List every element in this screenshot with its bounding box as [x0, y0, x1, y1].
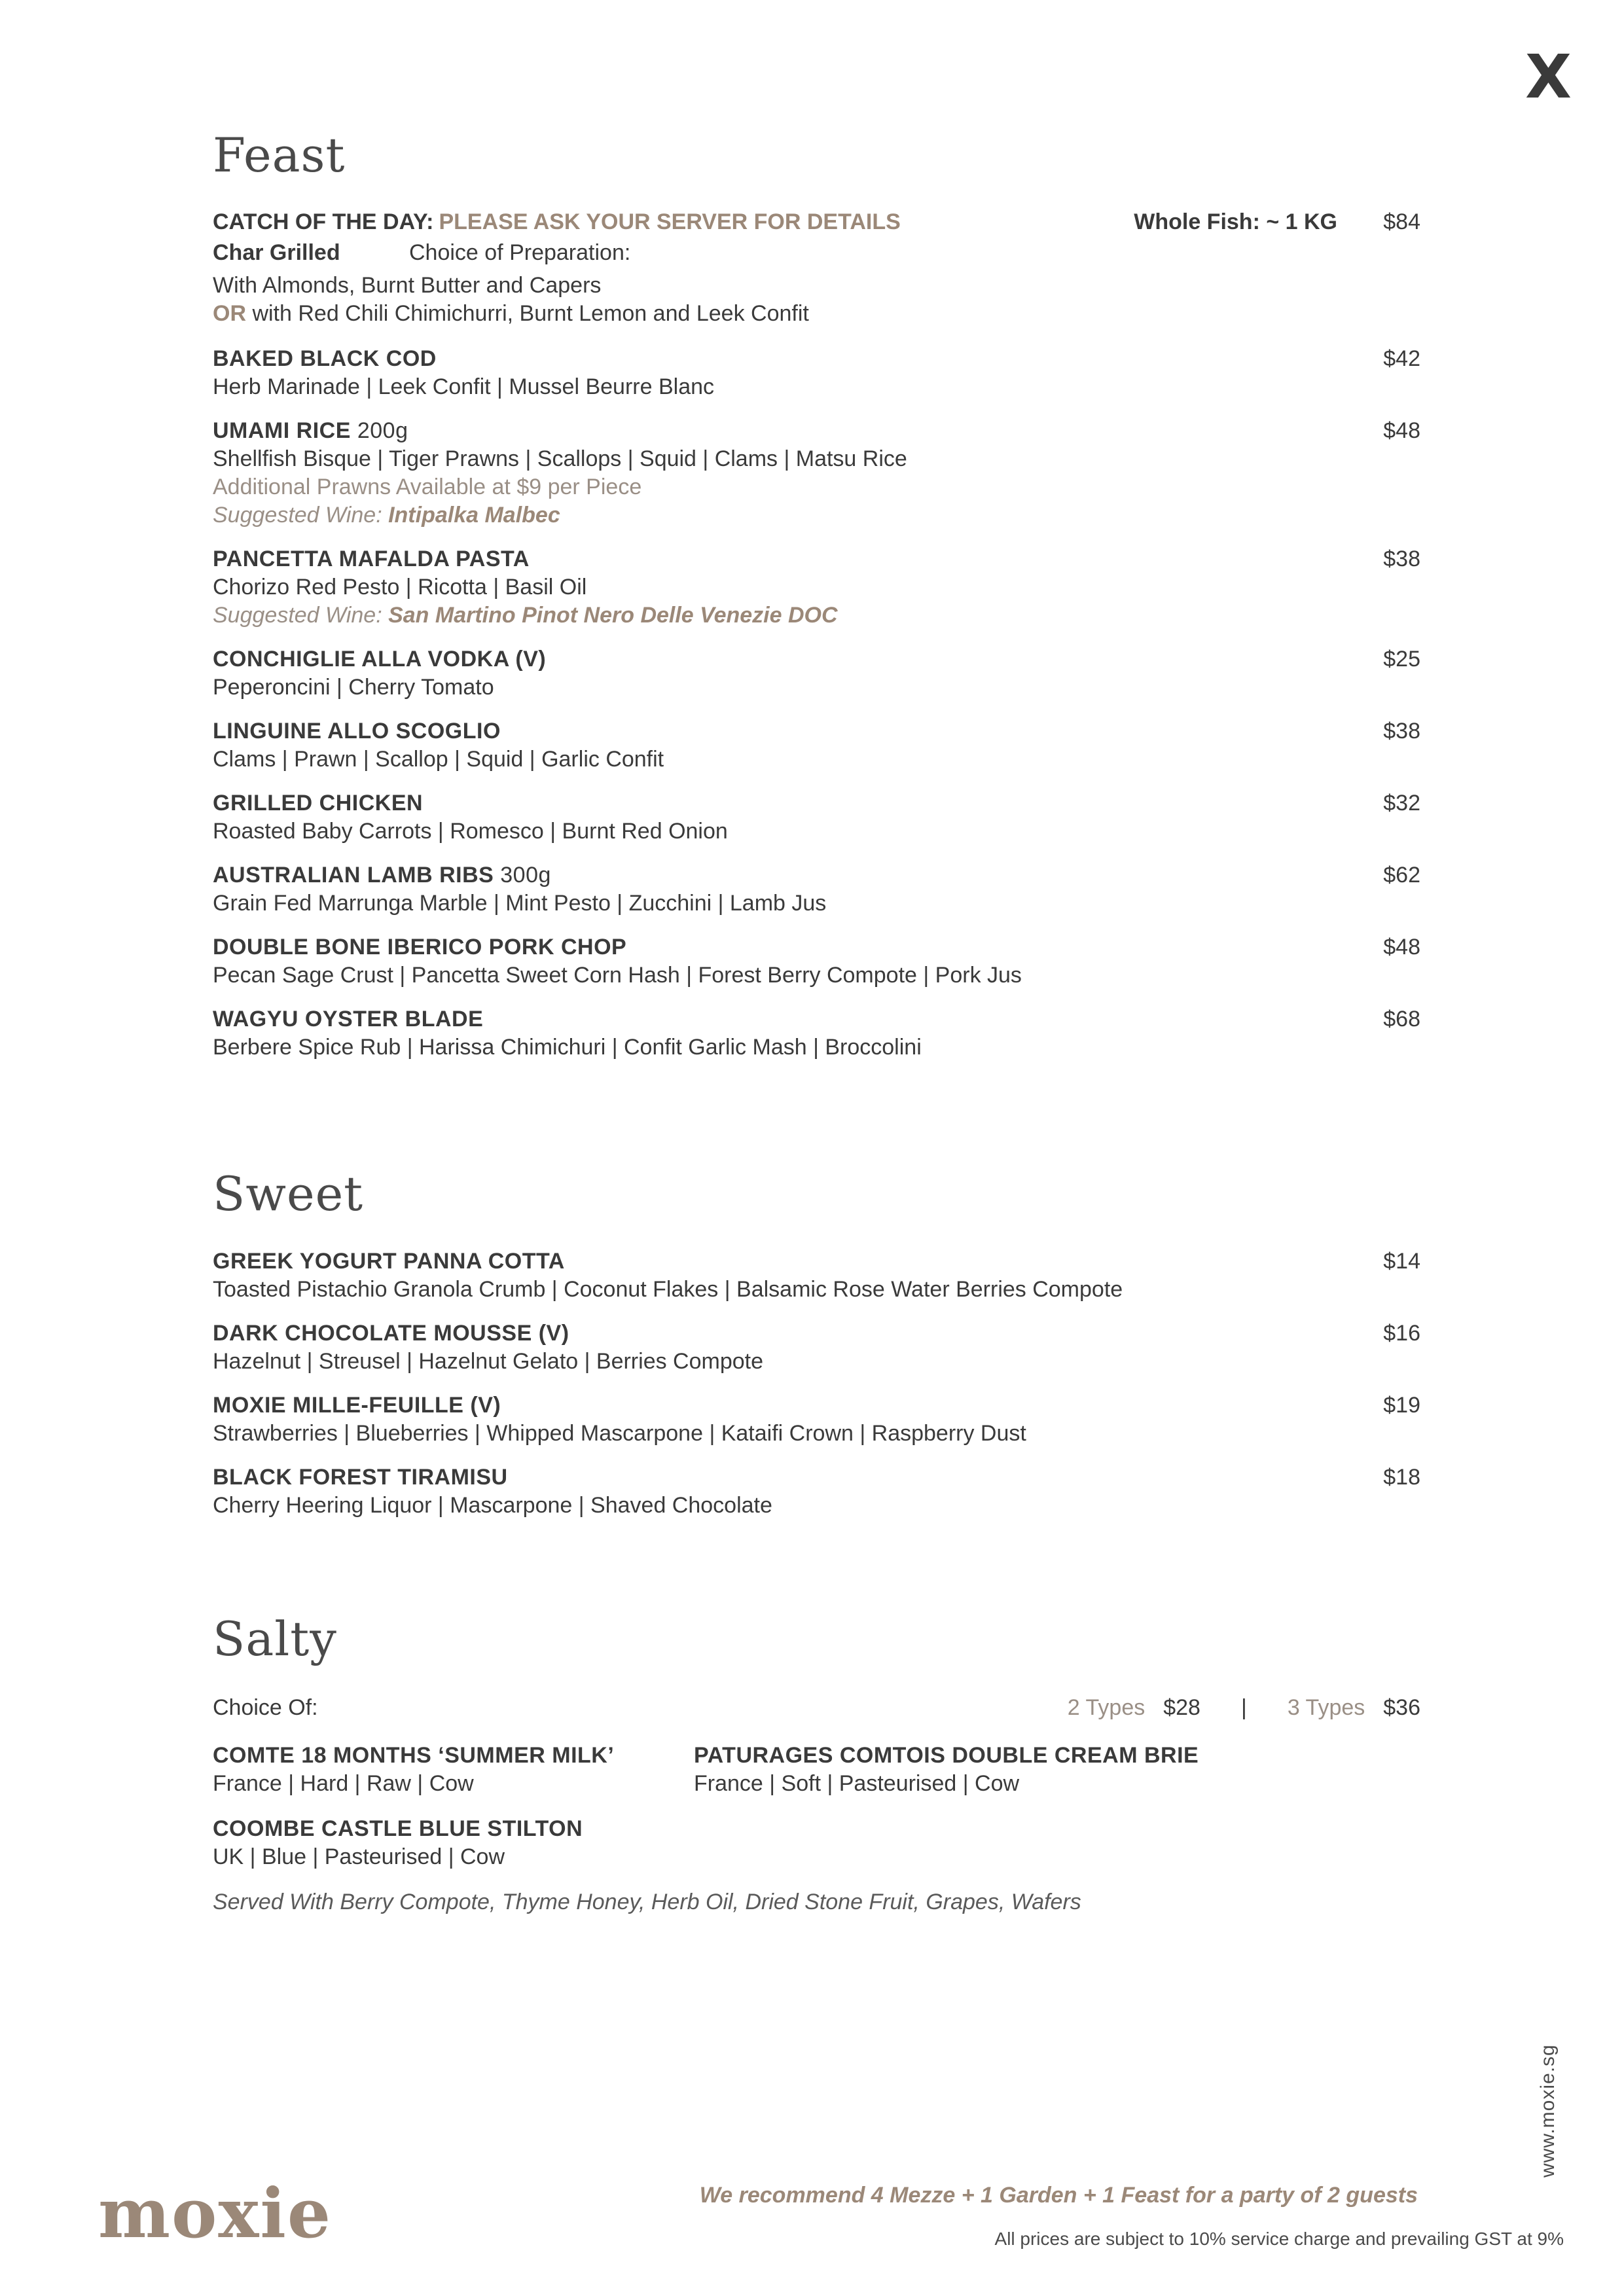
- two-types-price: $28: [1163, 1695, 1200, 1720]
- whole-fish: Whole Fish: ~ 1 KG: [1134, 209, 1337, 234]
- menu-item: [213, 717, 1420, 774]
- cheese-item: [213, 1815, 694, 1871]
- served-with: Served With Berry Compote, Thyme Honey, Herb Oil, Dried Stone Fruit, Grapes, Wafers: [213, 1890, 1081, 1914]
- item-desc: Herb Marinade | Leek Confit | Mussel Beurre Blanc: [213, 374, 715, 399]
- item-name: DOUBLE BONE IBERICO PORK CHOP: [213, 935, 627, 960]
- or-label: OR: [213, 301, 246, 326]
- cheese-name: PATURAGES COMTOIS DOUBLE CREAM BRIE: [694, 1743, 1199, 1768]
- salty-section: [213, 1692, 1420, 1916]
- salty-title: Salty: [213, 1611, 337, 1666]
- item-desc: Peperoncini | Cherry Tomato: [213, 675, 494, 700]
- price-footnote: All prices are subject to 10% service charge and prevailing GST at 9%: [994, 2229, 1564, 2249]
- item-name: BAKED BLACK COD: [213, 346, 437, 371]
- item-name: UMAMI RICE 200g: [213, 418, 408, 443]
- item-name: BLACK FOREST TIRAMISU: [213, 1465, 508, 1490]
- menu-item: [213, 1463, 1420, 1520]
- catch-option-2: [213, 300, 1420, 328]
- cheese-grid: [213, 1742, 1420, 1871]
- website-link[interactable]: www.moxie.sg: [1537, 2044, 1559, 2178]
- salty-pricing: [213, 1692, 1420, 1723]
- item-name: MOXIE MILLE-FEUILLE (V): [213, 1393, 501, 1418]
- item-price: $42: [1383, 346, 1420, 371]
- item-desc: Hazelnut | Streusel | Hazelnut Gelato | Berries Compote: [213, 1349, 764, 1374]
- cheese-desc: France | Hard | Raw | Cow: [213, 1771, 474, 1796]
- choice-of-preparation: Choice of Preparation:: [409, 240, 631, 265]
- cheese-desc: France | Soft | Pasteurised | Cow: [694, 1771, 1020, 1796]
- item-name: WAGYU OYSTER BLADE: [213, 1007, 484, 1031]
- item-price: $48: [1383, 935, 1420, 960]
- item-price: $19: [1383, 1393, 1420, 1418]
- item-desc: Shellfish Bisque | Tiger Prawns | Scallops | Squid | Clams | Matsu Rice: [213, 446, 907, 471]
- item-price: $68: [1383, 1007, 1420, 1031]
- item-price: $32: [1383, 791, 1420, 816]
- suggested-wine: Suggested Wine: San Martino Pinot Nero Delle Venezie DOC: [213, 603, 838, 628]
- feast-title: Feast: [213, 128, 346, 183]
- item-name: PANCETTA MAFALDA PASTA: [213, 547, 530, 571]
- menu-item: [213, 1319, 1420, 1376]
- menu-item: [213, 417, 1420, 529]
- item-name: LINGUINE ALLO SCOGLIO: [213, 719, 501, 744]
- cheese-name: COMTE 18 MONTHS ‘SUMMER MILK’: [213, 1743, 615, 1768]
- menu-item: [213, 933, 1420, 990]
- catch-option-1: With Almonds, Burnt Butter and Capers: [213, 273, 602, 298]
- char-grilled: Char Grilled: [213, 240, 340, 265]
- item-price: $38: [1383, 719, 1420, 744]
- item-desc: Cherry Heering Liquor | Mascarpone | Shaved Chocolate: [213, 1493, 772, 1518]
- menu-item: [213, 345, 1420, 401]
- feast-list: [213, 208, 1420, 1077]
- item-desc: Pecan Sage Crust | Pancetta Sweet Corn Hash | Forest Berry Compote | Pork Jus: [213, 963, 1022, 988]
- cheese-name: COOMBE CASTLE BLUE STILTON: [213, 1816, 583, 1841]
- item-name: AUSTRALIAN LAMB RIBS 300g: [213, 863, 551, 888]
- item-desc: Chorizo Red Pesto | Ricotta | Basil Oil: [213, 575, 587, 600]
- item-price: $25: [1383, 647, 1420, 672]
- item-name: CONCHIGLIE ALLA VODKA (V): [213, 647, 547, 672]
- item-desc: Roasted Baby Carrots | Romesco | Burnt Red Onion: [213, 819, 728, 844]
- three-types-price: $36: [1383, 1695, 1420, 1720]
- catch-note: PLEASE ASK YOUR SERVER FOR DETAILS: [439, 209, 901, 234]
- item-note: Additional Prawns Available at $9 per Piece: [213, 475, 642, 499]
- menu-item: [213, 789, 1420, 846]
- item-desc: Strawberries | Blueberries | Whipped Mascarpone | Kataifi Crown | Raspberry Dust: [213, 1421, 1026, 1446]
- item-desc: Berbere Spice Rub | Harissa Chimichuri | Confit Garlic Mash | Broccolini: [213, 1035, 922, 1060]
- item-name: GREEK YOGURT PANNA COTTA: [213, 1249, 565, 1274]
- item-price: $14: [1383, 1249, 1420, 1274]
- item-price: $62: [1383, 863, 1420, 888]
- two-types-label: 2 Types: [1067, 1695, 1146, 1720]
- suggested-wine: Suggested Wine: Intipalka Malbec: [213, 503, 560, 528]
- item-price: $18: [1383, 1465, 1420, 1490]
- close-mark: X: [1525, 42, 1572, 112]
- cheese-item: [694, 1742, 1218, 1798]
- item-price: $16: [1383, 1321, 1420, 1346]
- cheese-item: [213, 1742, 694, 1798]
- item-price: $38: [1383, 547, 1420, 571]
- catch-option-2-text: with Red Chili Chimichurri, Burnt Lemon and Leek Confit: [246, 301, 809, 326]
- item-name: DARK CHOCOLATE MOUSSE (V): [213, 1321, 569, 1346]
- catch-label: CATCH OF THE DAY:: [213, 209, 434, 234]
- item-name: GRILLED CHICKEN: [213, 791, 424, 816]
- catch-of-the-day: [213, 208, 1420, 328]
- catch-price: $84: [1383, 209, 1420, 234]
- moxie-logo: moxie: [98, 2173, 333, 2253]
- recommendation: We recommend 4 Mezze + 1 Garden + 1 Feast for a party of 2 guests: [699, 2183, 1418, 2208]
- sweet-list: [213, 1247, 1420, 1535]
- menu-item: [213, 1391, 1420, 1448]
- item-desc: Clams | Prawn | Scallop | Squid | Garlic Confit: [213, 747, 664, 772]
- menu-item: [213, 545, 1420, 630]
- pricing-separator: |: [1240, 1695, 1247, 1720]
- menu-item: [213, 645, 1420, 702]
- choice-of: Choice Of:: [213, 1695, 318, 1720]
- item-desc: Toasted Pistachio Granola Crumb | Coconut Flakes | Balsamic Rose Water Berries Compote: [213, 1277, 1123, 1302]
- three-types-label: 3 Types: [1287, 1695, 1365, 1720]
- menu-item: [213, 861, 1420, 918]
- menu-item: [213, 1247, 1420, 1304]
- cheese-desc: UK | Blue | Pasteurised | Cow: [213, 1844, 505, 1869]
- item-desc: Grain Fed Marrunga Marble | Mint Pesto | Zucchini | Lamb Jus: [213, 891, 827, 916]
- sweet-title: Sweet: [213, 1166, 364, 1221]
- item-price: $48: [1383, 418, 1420, 443]
- menu-item: [213, 1005, 1420, 1062]
